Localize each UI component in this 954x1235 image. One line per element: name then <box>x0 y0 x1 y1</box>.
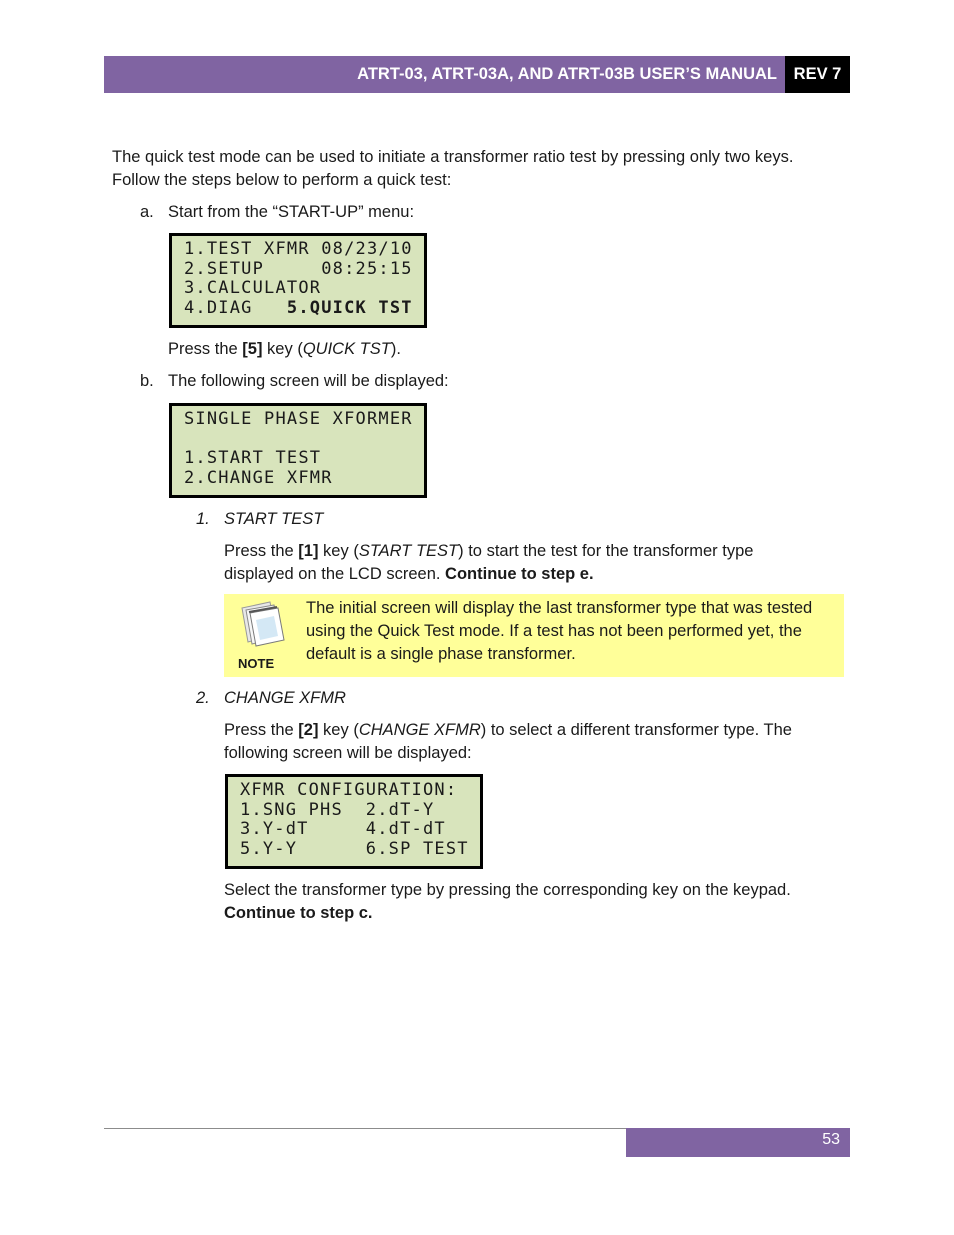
press-text: key ( <box>318 542 359 560</box>
sub-step-2-after-line-1: Select the transformer type by pressing the corresponding key on the keypad. <box>224 881 791 899</box>
key-1: [1] <box>298 542 319 560</box>
lcd-xfmr-configuration <box>225 774 483 869</box>
manual-title: ATRT-03, ATRT-03A, AND ATRT-03B USER’S MANUAL <box>357 65 777 83</box>
sub-step-1-line-1 <box>224 540 753 563</box>
sub-step-number: 2. <box>196 689 210 707</box>
step-a-text: Start from the “START-UP” menu: <box>168 203 415 221</box>
lcd-line: 3.CALCULATOR <box>184 278 322 298</box>
header-bar <box>104 56 785 93</box>
lcd-line: SINGLE PHASE XFORMER <box>184 409 413 429</box>
intro-line-2: Follow the steps below to perform a quick test: <box>112 171 452 189</box>
sub-step-number: 1. <box>196 510 210 528</box>
key-2: [2] <box>298 721 319 739</box>
press-text: Press the <box>224 721 299 739</box>
sub-step-1-title <box>224 508 323 531</box>
note-label: NOTE <box>238 656 275 671</box>
note-text: The initial screen will display the last transformer type that was tested using the Quick Test mode. If a test has not been performed yet, the default is a single phase transformer. <box>306 599 813 663</box>
lcd-line <box>184 430 424 450</box>
notepad-icon <box>234 600 288 655</box>
lcd-quick-test-item: 5.QUICK TST <box>286 297 413 318</box>
page-number-box <box>626 1128 850 1157</box>
lcd-line: 2.SETUP 08:25:15 <box>184 258 413 279</box>
sub-step-2-marker <box>196 687 210 710</box>
sub-step-2-line-1 <box>224 719 792 742</box>
footer-divider <box>104 1128 626 1129</box>
step-a-press-instruction <box>168 338 401 361</box>
continue-instruction: Continue to step c. <box>224 904 373 922</box>
sub-step-2-after-line-2 <box>224 902 373 925</box>
sub-step-2-title <box>224 687 346 710</box>
lcd-single-phase-screen <box>169 403 427 498</box>
lcd-line: 3.Y-dT 4.dT-dT <box>240 819 446 839</box>
intro-line-1: The quick test mode can be used to initiate a transformer ratio test by pressing only two keys. <box>112 148 794 166</box>
sub-step-title: START TEST <box>224 510 324 528</box>
revision-badge: REV 7 <box>785 56 850 93</box>
sub-step-1-marker <box>196 508 210 531</box>
press-text: key ( <box>318 721 359 739</box>
press-text: ) to select a different transformer type. The <box>480 721 792 739</box>
key-name: START TEST <box>358 542 459 560</box>
lcd-diag-item: 4.DIAG <box>184 297 287 318</box>
sub-step-1-line-2 <box>224 563 594 586</box>
sub-step-2-line-2: following screen will be displayed: <box>224 744 472 762</box>
step-b-marker: b. <box>140 372 154 390</box>
body-text: displayed on the LCD screen. <box>224 565 446 583</box>
lcd-line: 1.START TEST <box>184 448 322 468</box>
sub-step-title: CHANGE XFMR <box>224 689 346 707</box>
lcd-line: 2.CHANGE XFMR <box>184 467 333 488</box>
lcd-line <box>184 299 424 319</box>
lcd-line: 1.SNG PHS 2.dT-Y <box>240 799 435 820</box>
page-number: 53 <box>822 1131 840 1148</box>
lcd-line: 5.Y-Y 6.SP TEST <box>240 838 469 859</box>
press-text: Press the <box>224 542 299 560</box>
continue-instruction: Continue to step e. <box>445 565 594 583</box>
lcd-line: XFMR CONFIGURATION: <box>240 780 458 800</box>
press-text: key ( <box>262 340 303 358</box>
press-text: ). <box>390 340 401 358</box>
key-name: QUICK TST <box>302 340 391 358</box>
press-text: ) to start the test for the transformer type <box>458 542 754 560</box>
step-a-marker: a. <box>140 203 154 221</box>
lcd-line: 1.TEST XFMR 08/23/10 <box>184 239 413 259</box>
key-name: CHANGE XFMR <box>358 721 481 739</box>
press-text: Press the <box>168 340 243 358</box>
step-b-text: The following screen will be displayed: <box>168 372 449 390</box>
note-box <box>224 594 844 677</box>
key-5: [5] <box>242 340 263 358</box>
lcd-startup-menu <box>169 233 427 328</box>
